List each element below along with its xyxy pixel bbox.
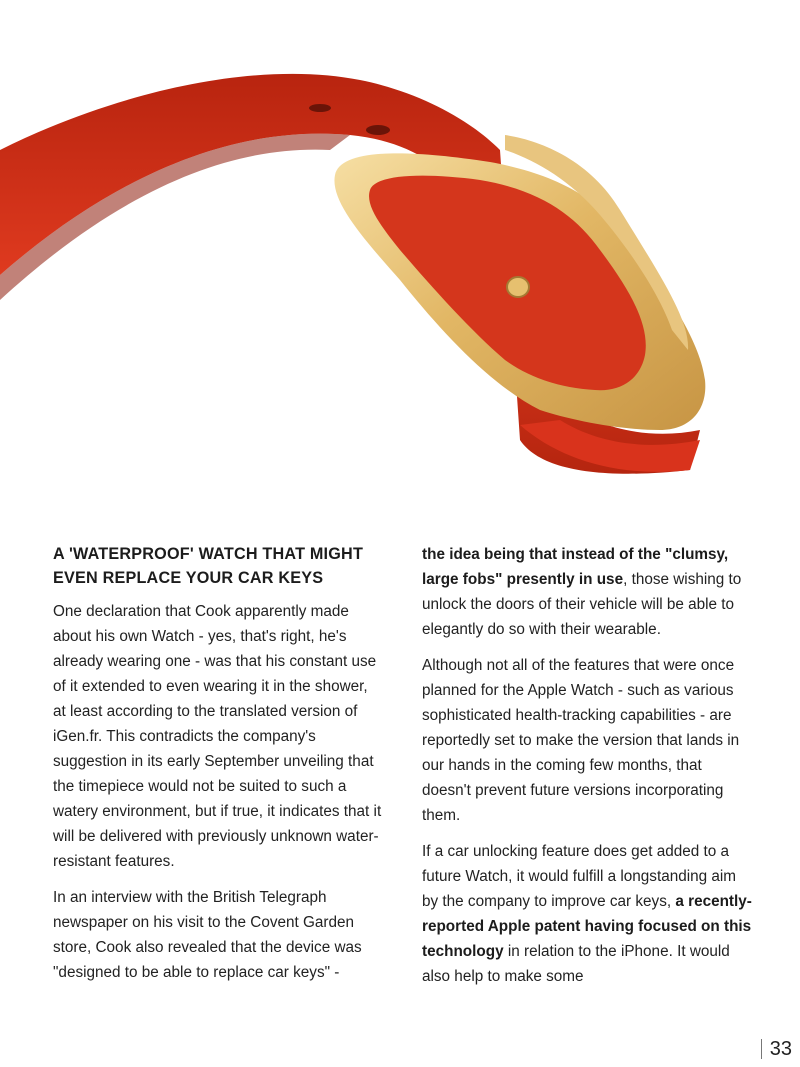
paragraph-5-end: in relation to the iPhone. It would also help to make some (422, 943, 730, 985)
article-column-right (422, 542, 752, 1000)
paragraph-5-bold-link: a recently-reported Apple patent having focused on this technology (422, 893, 752, 960)
paragraph-4: Although not all of the features that were once planned for the Apple Watch - such as various sophisticated health-tracking capabilities - are reportedly set to make the version that lands in our hands in the coming few months, that doesn't prevent future versions incorporating them. (422, 657, 740, 824)
headline-line-2: EVEN REPLACE YOUR CAR KEYS (53, 569, 324, 587)
headline-line-1: A 'WATERPROOF' WATCH THAT MIGHT (53, 545, 364, 563)
paragraph-2: In an interview with the British Telegraph newspaper on his visit to the Covent Garden store, Cook also revealed that the device was "designed to be able to replace car keys" - (53, 889, 362, 981)
paragraph-5 (422, 839, 752, 989)
paragraph-5-start: If a car unlocking feature does get added to a future Watch, it would fulfill a longstanding aim by the company to improve car keys, (422, 843, 737, 910)
article-headline (53, 542, 383, 590)
watch-strap-illustration (0, 0, 800, 520)
page-number: 33 (761, 1039, 792, 1059)
article-column-left (53, 542, 383, 996)
paragraph-3 (422, 542, 752, 642)
paragraph-3-rest: , those wishing to unlock the doors of their vehicle will be able to elegantly do so with their wearable. (422, 571, 742, 638)
paragraph-1: One declaration that Cook apparently made about his own Watch - yes, that's right, he's already wearing one - was that his constant use of it extended to even wearing it in the shower, at least according to the translated version of iGen.fr. This contradicts the company's suggestion in its early September unveiling that the timepiece would not be suited to such a watery environment, but if true, it indicates that it will be delivered with previously unknown water-resistant features. (53, 603, 382, 870)
paragraph-3-bold: the idea being that instead of the "clumsy, large fobs" presently in use (422, 546, 729, 588)
